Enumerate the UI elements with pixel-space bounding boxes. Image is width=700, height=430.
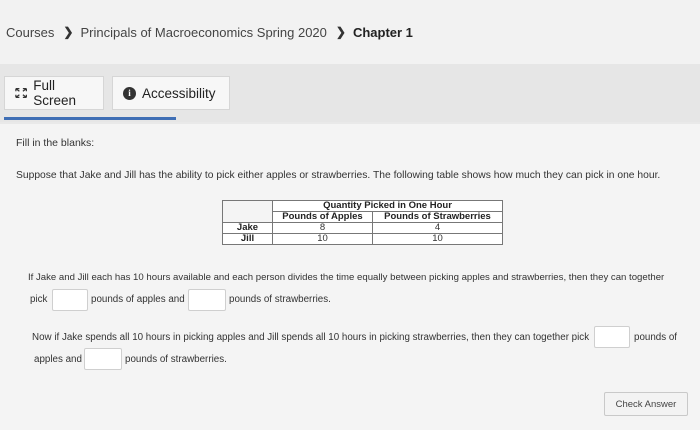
- expand-icon: [15, 87, 27, 99]
- question-2-pounds-label: pounds of: [634, 332, 678, 343]
- instruction-text: Fill in the blanks:: [16, 137, 95, 149]
- table-col-strawberries: Pounds of Strawberries: [373, 212, 503, 223]
- table-cell: 4: [373, 223, 503, 234]
- table-row: [223, 223, 503, 234]
- question-panel: [0, 124, 700, 430]
- question-1-end-label: pounds of strawberries.: [229, 294, 331, 305]
- question-1-pick-label: pick: [30, 294, 48, 305]
- breadcrumb-course-link[interactable]: Principals of Macroeconomics Spring 2020: [80, 24, 327, 40]
- strawberries-specialized-input[interactable]: [84, 348, 122, 370]
- question-1-text: If Jake and Jill each has 10 hours available and each person divides the time equally between picking apples and strawberries, then they can together: [28, 272, 665, 283]
- table-col-apples: Pounds of Apples: [273, 212, 373, 223]
- chevron-right-icon: ❯: [63, 25, 74, 39]
- question-2-apples-label: apples and: [34, 354, 82, 365]
- table-corner: [223, 201, 273, 212]
- table-cell: 10: [373, 234, 503, 245]
- strawberries-together-input[interactable]: [188, 289, 226, 311]
- question-1-mid-label: pounds of apples and: [91, 294, 185, 305]
- apples-together-input[interactable]: [52, 289, 88, 311]
- breadcrumb-current: Chapter 1: [352, 24, 413, 40]
- accessibility-button[interactable]: [112, 76, 230, 110]
- breadcrumb: [0, 0, 700, 64]
- scenario-text: Suppose that Jake and Jill has the ability to pick either apples or strawberries. The following table shows how much they can pick in one hour.: [16, 170, 661, 181]
- apples-specialized-input[interactable]: [594, 326, 630, 348]
- question-2-end-label: pounds of strawberries.: [125, 354, 227, 365]
- full-screen-button[interactable]: [4, 76, 104, 110]
- toolbar: [0, 64, 700, 122]
- table-row-label: Jake: [223, 223, 273, 234]
- full-screen-label: Full Screen: [33, 78, 77, 108]
- table-row-label: Jill: [223, 234, 273, 245]
- active-tab-indicator: [4, 117, 176, 120]
- table-cell: 8: [273, 223, 373, 234]
- question-2-text: Now if Jake spends all 10 hours in picking apples and Jill spends all 10 hours in picking strawberries, then they can together pick: [32, 332, 590, 343]
- table-group-header: Quantity Picked in One Hour: [273, 201, 503, 212]
- accessibility-label: Accessibility: [142, 85, 216, 101]
- table-row: [223, 234, 503, 245]
- data-table: [222, 200, 503, 245]
- chevron-right-icon: ❯: [335, 25, 346, 39]
- table-cell: 10: [273, 234, 373, 245]
- breadcrumb-courses-link[interactable]: Courses: [6, 24, 55, 40]
- check-answer-button[interactable]: Check Answer: [604, 392, 688, 416]
- table-corner: [223, 212, 273, 223]
- info-icon: i: [123, 87, 136, 100]
